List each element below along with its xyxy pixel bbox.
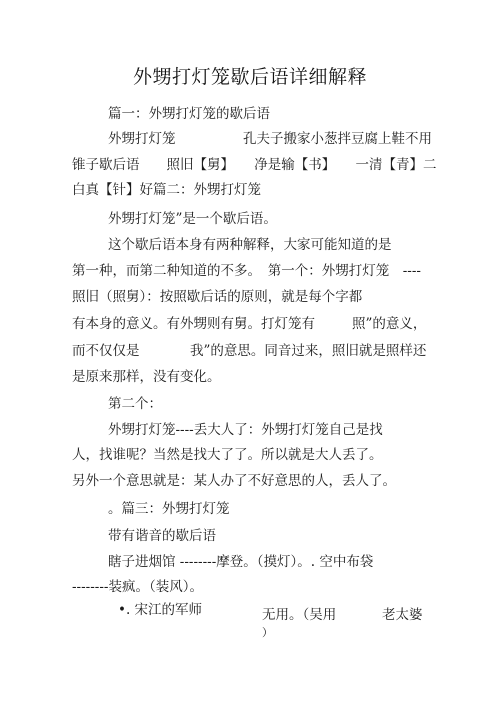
text-line: 外甥打灯笼----丢大人了：外甥打灯笼自己是找 (108, 422, 383, 438)
section-heading-2: 第二个： (108, 396, 162, 412)
text-line: 我”的意思。同音过来，照旧就是照样还 (190, 343, 427, 359)
text-line: 孔夫子搬家小葱拌豆腐上鞋不用 (243, 131, 432, 147)
text-line: 外甥打灯笼”是一个歇后语。 (108, 211, 277, 227)
text-line: 外甥打灯笼 (108, 131, 176, 147)
text-line: 这个歇后语本身有两种解释，大家可能知道的是 (108, 237, 392, 253)
text-line: 有本身的意义。有外甥则有舅。打灯笼有 (72, 316, 315, 332)
section-heading-3: 。篇三：外甥打灯笼 (108, 501, 230, 517)
text-line: 而不仅仅是 (72, 343, 140, 359)
text-line: 照”的意义， (352, 316, 427, 332)
text-line: --------装疯。（装风）。 (72, 579, 203, 595)
text-line: 老太婆 (382, 607, 423, 623)
text-line: 照旧（照舅）：按照歇后话的原则，就是每个字都 (72, 289, 363, 305)
text-line: 瞎子进烟馆 --------摩登。（摸灯）。. 空中布袋 (108, 554, 374, 570)
text-line: 是原来那样，没有变化。 (72, 369, 221, 385)
text-line: 白真【针】好篇二：外甥打灯笼 (72, 182, 261, 198)
text-line: •. 宋江的军师 (118, 602, 203, 618)
text-line: 锥子歇后语 照旧【舅】 净是输【书】 一清【青】二 (72, 157, 437, 173)
text-line: ） (262, 626, 273, 639)
text-line: 无用。（吴用 (262, 607, 337, 623)
text-line: 另外一个意思就是：某人办了不好意思的人，丢人了。 (72, 473, 396, 489)
section-heading-1: 篇一：外甥打灯笼的歇后语 (108, 106, 270, 122)
text-line: 第一种，而第二种知道的不多。 第一个：外甥打灯笼 ---- (72, 263, 421, 279)
text-line: 人，找谁呢？当然是找大了了。所以就是大人丢了。 (72, 447, 383, 463)
text-line: 带有谐音的歇后语 (108, 528, 216, 544)
document-title: 外甥打灯笼歇后语详细解释 (132, 66, 367, 88)
